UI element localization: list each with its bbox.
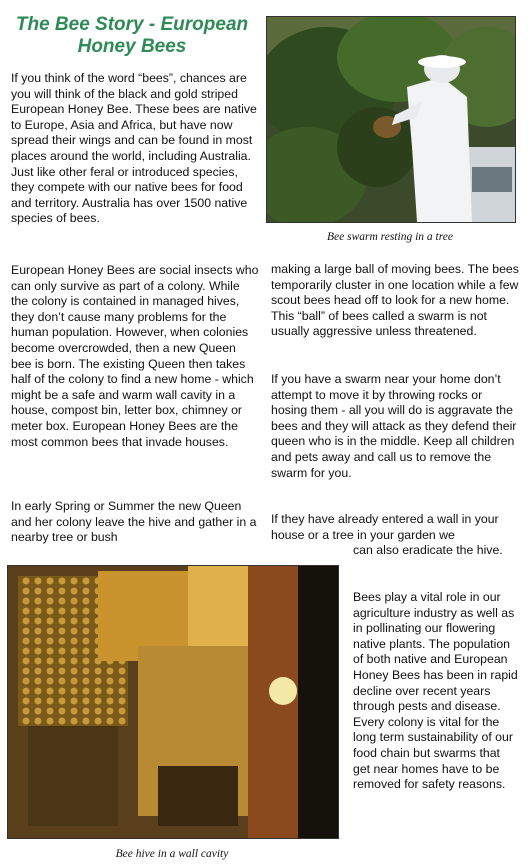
paragraph-eradicate-a: If they have already entered a wall in your house or a tree in your garden we: [271, 512, 499, 542]
swarm-photo: [266, 16, 516, 223]
swarm-caption: Bee swarm resting in a tree: [327, 231, 453, 243]
hive-caption: Bee hive in a wall cavity: [115, 848, 229, 860]
paragraph-social-insects: European Honey Bees are social insects who can only survive as part of a colony. While the colony is contained in managed hives, they don’t cause many problems for the human population. However, when colonies become overcrowded, then a new Queen bee is born. The existing Queen then takes half of the colony to find a new home - which might be a safe and warm wall cavity in a house, compost bin, letter box, chimney or meter box. European Honey Bees are the most common bees that invade houses.: [11, 263, 259, 449]
hive-photo: [7, 565, 339, 839]
paragraph-swarm-ball: making a large ball of moving bees. The bees temporarily cluster in one location while a few scout bees head off to look for a new home. This “ball” of bees called a swarm is not usually aggressive unless threatened.: [271, 262, 519, 339]
paragraph-intro: If you think of the word “bees”, chances are you will think of the black and gold striped European Honey Bee. These bees are native to Europe, Asia and Africa, but have now spread their wings and can be found in most places around the world, including Australia. Just like other feral or introduced species, they compete with our native bees for food and territory. Australia has over 1500 native species of bees.: [11, 71, 257, 226]
paragraph-swarm-warning: If you have a swarm near your home don’t attempt to move it by throwing rocks or hosing them - all you will do is aggravate the bees and they will attack as they defend their queen who is in the middle. Keep all children and pets away and call us to remove the swarm for you.: [271, 372, 517, 480]
page-title: The Bee Story - European Honey Bees: [15, 14, 249, 57]
paragraph-eradicate-b: can also eradicate the hive.: [353, 543, 503, 557]
paragraph-spring-swarm: In early Spring or Summer the new Queen and her colony leave the hive and gather in a nearby tree or bush: [11, 499, 257, 545]
paragraph-vital-role: Bees play a vital role in our agriculture industry as well as in pollinating our flowering native plants. The population of both native and European Honey Bees has been in rapid decline over recent years through pests and disease. Every colony is vital for the long term sustainability of our food chain but swarms that get near homes have to be removed for safety reasons.: [353, 590, 518, 792]
